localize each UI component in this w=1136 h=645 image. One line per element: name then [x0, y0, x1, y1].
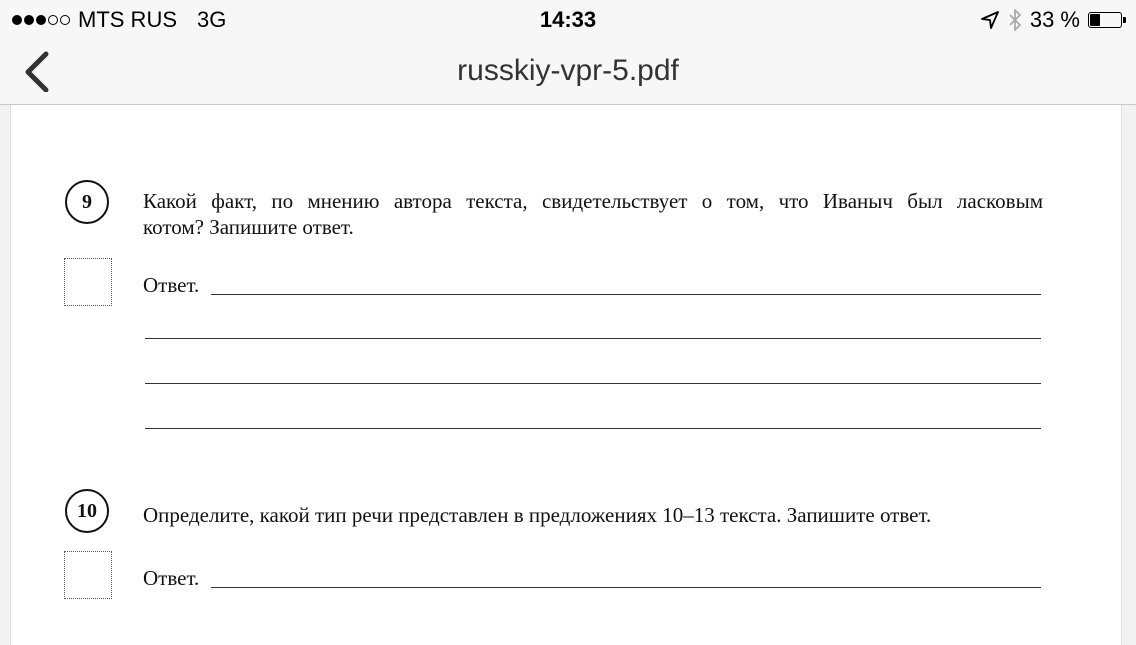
question-number-badge: 9 [65, 180, 109, 224]
network-type: 3G [197, 7, 227, 32]
answer-label: Ответ. [143, 273, 200, 297]
carrier-name: MTS RUS [78, 7, 177, 32]
answer-line[interactable] [145, 338, 1041, 339]
answer-line[interactable] [145, 383, 1041, 384]
score-box [64, 551, 112, 599]
question-text-line: Определите, какой тип речи представлен в предложениях 10–13 текста. Запишите ответ. [143, 503, 932, 527]
question-text-line: котом? Запишите ответ. [143, 215, 354, 239]
question-number-badge: 10 [65, 489, 109, 533]
answer-line[interactable] [211, 587, 1041, 588]
question-text-line: Какой факт, по мнению автора текста, свидетельствует о том, что Иваныч был ласковым [143, 189, 1043, 213]
document-title: russkiy-vpr-5.pdf [457, 54, 679, 87]
battery-level [1090, 14, 1100, 26]
answer-label: Ответ. [143, 566, 200, 590]
status-right [980, 7, 1122, 33]
battery-percent: 33 % [1029, 7, 1080, 32]
pdf-page[interactable] [10, 105, 1122, 645]
bluetooth-icon [1008, 9, 1022, 31]
answer-line[interactable] [145, 428, 1041, 429]
status-bar [0, 0, 1136, 40]
score-box [64, 258, 112, 306]
answer-line[interactable] [211, 294, 1041, 295]
battery-icon [1088, 12, 1122, 28]
clock: 14:33 [539, 7, 597, 32]
navigation-bar [0, 40, 1136, 105]
location-arrow-icon [980, 10, 1000, 30]
